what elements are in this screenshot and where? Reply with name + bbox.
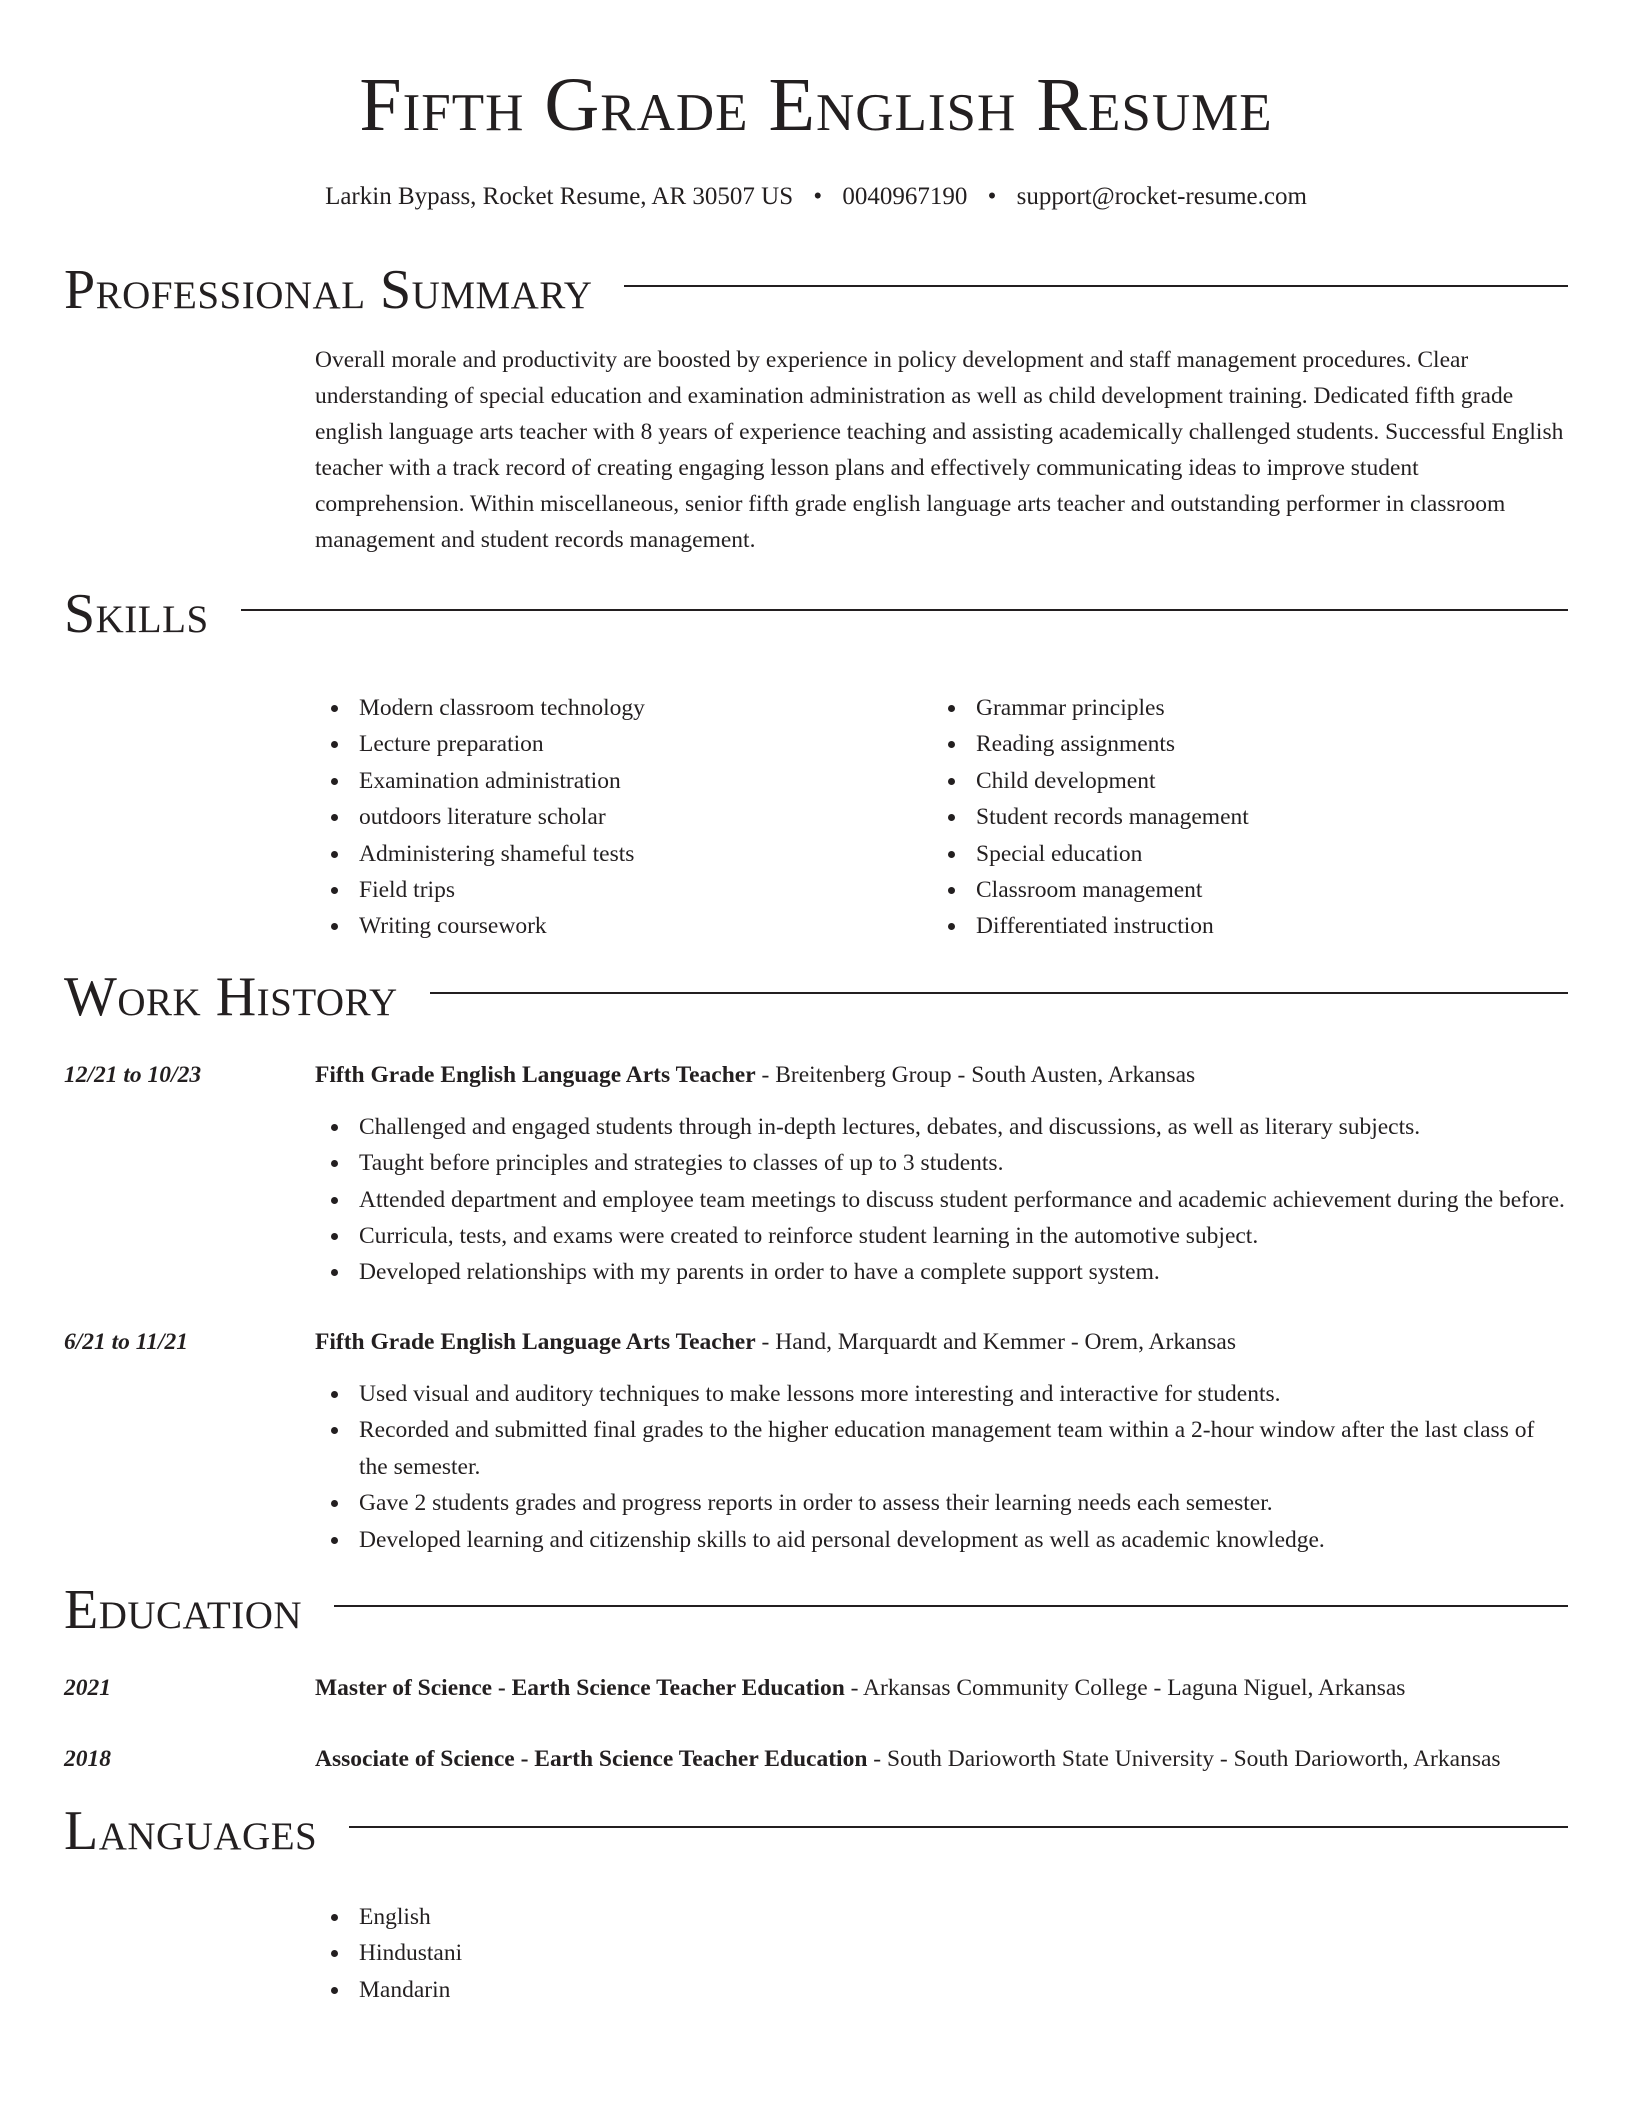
work-heading-line bbox=[315, 1324, 1568, 1360]
work-bullet: Developed relationships with my parents in order to have a complete support system. bbox=[315, 1254, 1568, 1290]
employer-location: - Breitenberg Group - South Austen, Arkansas bbox=[755, 1061, 1196, 1088]
phone: 0040967190 bbox=[842, 183, 968, 210]
skill-item: Child development bbox=[932, 763, 1549, 799]
languages-list bbox=[315, 1899, 1568, 2008]
education-content bbox=[315, 1741, 1568, 1777]
skill-item: Writing coursework bbox=[315, 908, 932, 944]
degree: Master of Science - Earth Science Teacher Education bbox=[315, 1674, 845, 1701]
skills-list-right bbox=[932, 690, 1549, 945]
skill-item: Administering shameful tests bbox=[315, 836, 932, 872]
skill-item: Field trips bbox=[315, 872, 932, 908]
skills-section-header bbox=[64, 584, 1568, 644]
work-date: 12/21 to 10/23 bbox=[64, 1061, 202, 1088]
address: Larkin Bypass, Rocket Resume, AR 30507 US bbox=[325, 183, 794, 210]
work-bullet: Gave 2 students grades and progress reports in order to assess their learning needs each semester. bbox=[315, 1485, 1568, 1521]
skill-item: Student records management bbox=[932, 799, 1549, 835]
work-bullet: Challenged and engaged students through in-depth lectures, debates, and discussions, as well as literary subjects. bbox=[315, 1109, 1568, 1145]
skill-item: Grammar principles bbox=[932, 690, 1549, 726]
work-content bbox=[315, 1324, 1568, 1558]
section-divider bbox=[624, 285, 1568, 287]
languages-heading: Languages bbox=[64, 1799, 318, 1862]
languages-section-header bbox=[64, 1801, 1568, 1861]
work-heading: Work History bbox=[64, 965, 398, 1028]
skills-list-left bbox=[315, 690, 932, 945]
languages-list-wrapper bbox=[315, 1899, 1568, 2008]
skill-item: Modern classroom technology bbox=[315, 690, 932, 726]
work-bullet: Attended department and employee team meetings to discuss student performance and academic achievement during the before. bbox=[315, 1182, 1568, 1218]
section-divider bbox=[349, 1826, 1568, 1828]
work-bullet: Taught before principles and strategies to classes of up to 3 students. bbox=[315, 1145, 1568, 1181]
work-section-header bbox=[64, 967, 1568, 1027]
separator-dot: • bbox=[813, 183, 823, 210]
work-date: 6/21 to 11/21 bbox=[64, 1328, 189, 1355]
skills-heading: Skills bbox=[64, 583, 209, 645]
education-date: 2021 bbox=[64, 1674, 111, 1701]
work-content bbox=[315, 1057, 1568, 1291]
skill-item: Classroom management bbox=[932, 872, 1549, 908]
work-bullets bbox=[315, 1376, 1568, 1558]
education-entry bbox=[64, 1670, 1568, 1706]
summary-heading: Professional Summary bbox=[64, 259, 593, 321]
school-location: - Arkansas Community College - Laguna Niguel, Arkansas bbox=[844, 1674, 1406, 1701]
language-item: Mandarin bbox=[315, 1972, 1568, 2008]
work-entry bbox=[64, 1324, 1568, 1558]
skills-column-left bbox=[315, 690, 932, 945]
work-bullet: Recorded and submitted final grades to the higher education management team within a 2-hour window after the last class of the semester. bbox=[315, 1412, 1568, 1485]
summary-section-header bbox=[64, 260, 1568, 320]
section-divider bbox=[430, 992, 1568, 994]
language-item: English bbox=[315, 1899, 1568, 1935]
education-content bbox=[315, 1670, 1568, 1706]
education-section-header bbox=[64, 1580, 1568, 1640]
employer-location: - Hand, Marquardt and Kemmer - Orem, Arkansas bbox=[755, 1328, 1236, 1355]
email: support@rocket-resume.com bbox=[1016, 183, 1307, 210]
section-divider bbox=[241, 609, 1568, 611]
skill-item: Special education bbox=[932, 836, 1549, 872]
work-entry bbox=[64, 1057, 1568, 1291]
skill-item: Reading assignments bbox=[932, 726, 1549, 762]
work-bullet: Curricula, tests, and exams were created to reinforce student learning in the automotive subject. bbox=[315, 1218, 1568, 1254]
job-title: Fifth Grade English Language Arts Teacher bbox=[315, 1061, 756, 1088]
degree: Associate of Science - Earth Science Teacher Education bbox=[315, 1745, 868, 1772]
job-title: Fifth Grade English Language Arts Teacher bbox=[315, 1328, 756, 1355]
summary-text: Overall morale and productivity are boosted by experience in policy development and staff management procedures. Clear understanding of special education and examination administration as well as child development training. Dedicated fifth grade english language arts teacher with 8 years of experience teaching and assisting academically challenged students. Successful English teacher with a track record of creating engaging lesson plans and effectively communicating ideas to improve student comprehension. Within miscellaneous, senior fifth grade english language arts teacher and outstanding performer in classroom management and student records management. bbox=[315, 347, 1564, 553]
contact-line bbox=[64, 182, 1568, 212]
work-bullet: Developed learning and citizenship skills to aid personal development as well as academic knowledge. bbox=[315, 1522, 1568, 1558]
education-date: 2018 bbox=[64, 1745, 111, 1772]
section-divider bbox=[334, 1605, 1568, 1607]
work-bullet: Used visual and auditory techniques to make lessons more interesting and interactive for students. bbox=[315, 1376, 1568, 1412]
education-entry bbox=[64, 1741, 1568, 1777]
work-heading-line bbox=[315, 1057, 1568, 1093]
education-heading: Education bbox=[64, 1578, 303, 1641]
skill-item: Differentiated instruction bbox=[932, 908, 1549, 944]
work-bullets bbox=[315, 1109, 1568, 1291]
language-item: Hindustani bbox=[315, 1935, 1568, 1971]
school-location: - South Darioworth State University - South Darioworth, Arkansas bbox=[867, 1745, 1501, 1772]
skills-grid bbox=[315, 690, 1568, 945]
resume-title: Fifth Grade English Resume bbox=[359, 63, 1273, 147]
skill-item: Lecture preparation bbox=[315, 726, 932, 762]
skill-item: outdoors literature scholar bbox=[315, 799, 932, 835]
skills-column-right bbox=[932, 690, 1549, 945]
skill-item: Examination administration bbox=[315, 763, 932, 799]
separator-dot: • bbox=[987, 183, 997, 210]
